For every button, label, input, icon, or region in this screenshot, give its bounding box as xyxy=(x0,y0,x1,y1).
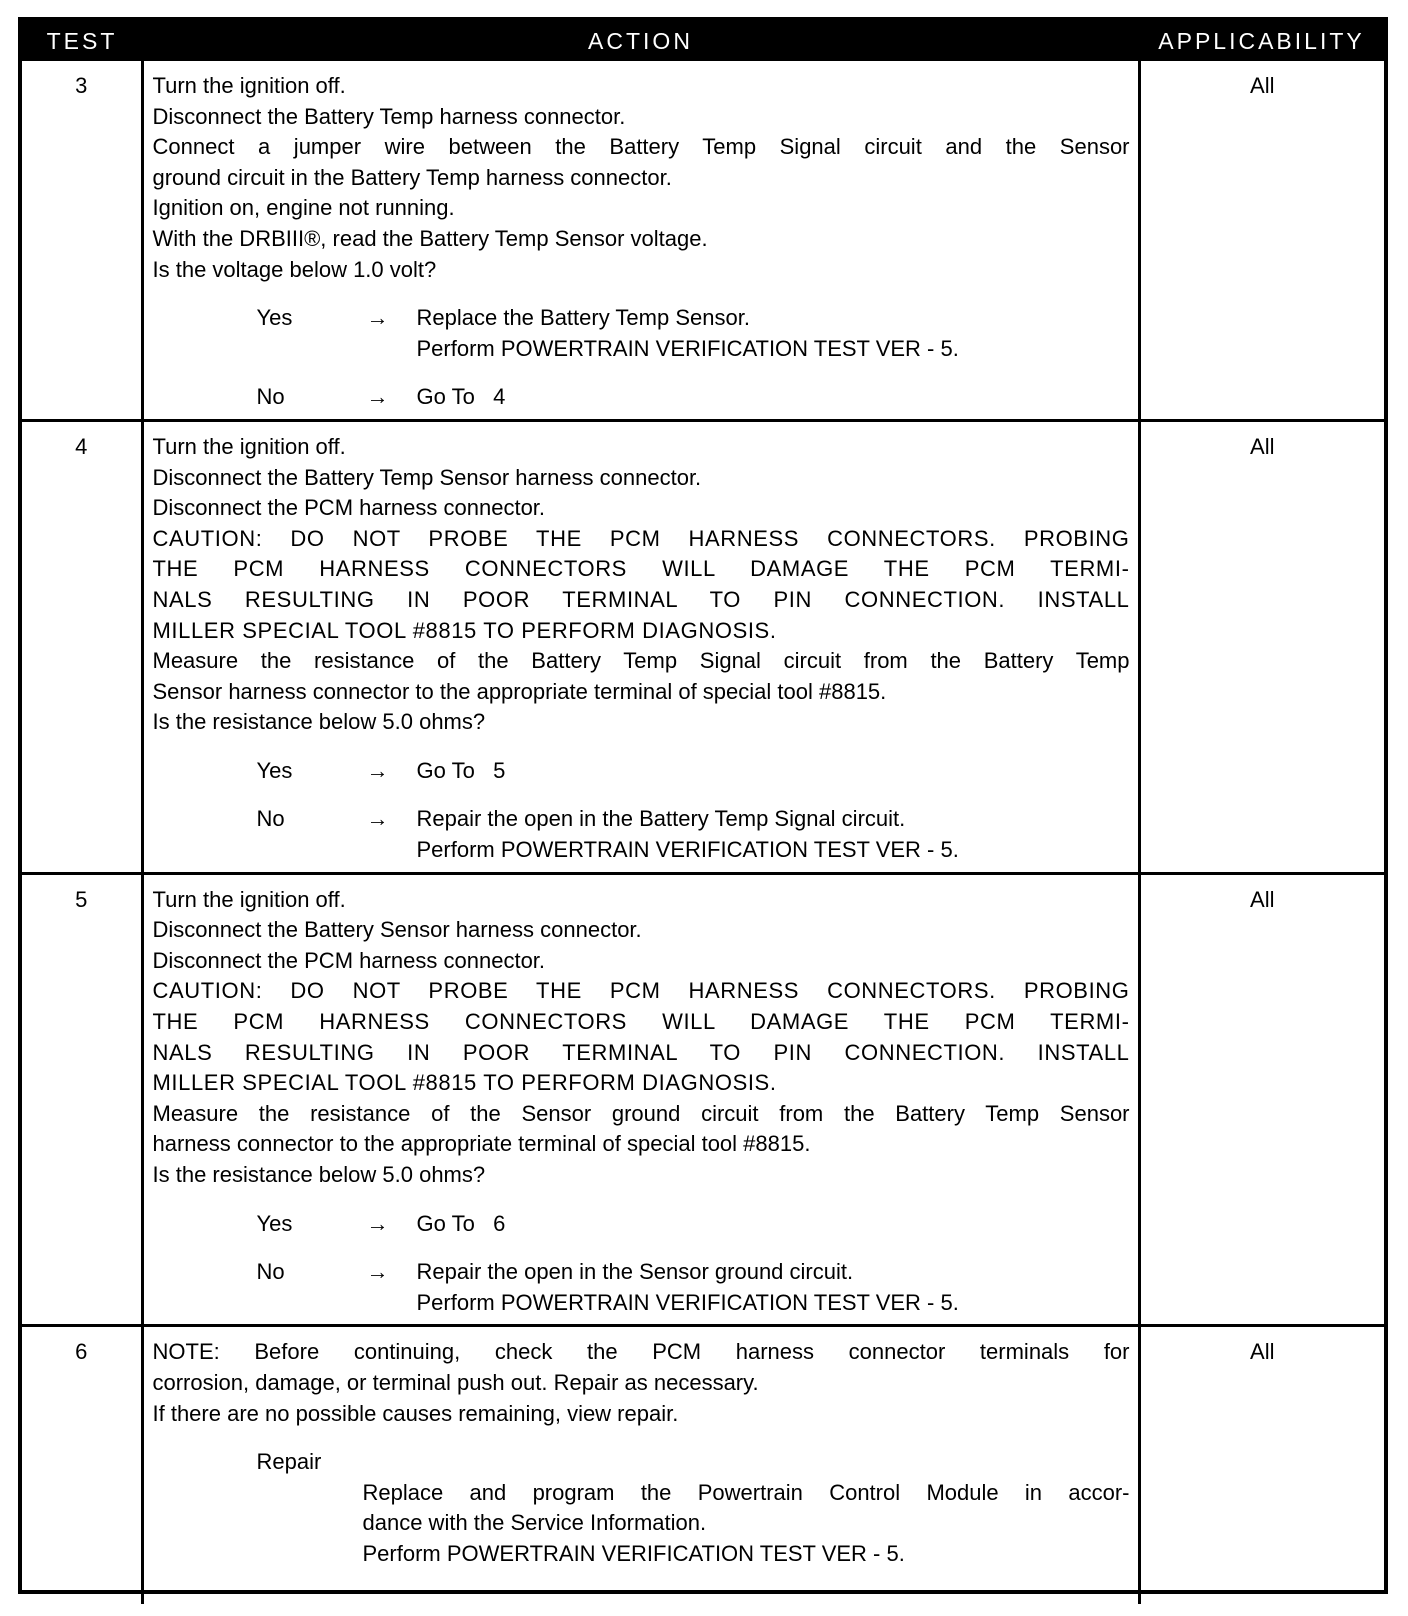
action-line: Is the voltage below 1.0 volt? xyxy=(152,256,437,282)
answer-line: Perform POWERTRAIN VERIFICATION TEST VER - 5. xyxy=(416,335,959,361)
repair-label: Repair xyxy=(256,1449,322,1475)
action-line: Connect a jumper wire between the Battery Temp Signal circuit and the Sensor xyxy=(152,134,1130,160)
answer-text xyxy=(417,1209,1130,1240)
answer-no xyxy=(257,1257,1130,1318)
repair-line: Perform POWERTRAIN VERIFICATION TEST VER - 5. xyxy=(362,1540,905,1566)
arrow-right-icon: → xyxy=(366,1259,389,1285)
action-line: Ignition on, engine not running. xyxy=(152,195,455,221)
action-line: Is the resistance below 5.0 ohms? xyxy=(152,709,486,735)
answer-no xyxy=(257,804,1130,865)
answer-line: Replace the Battery Temp Sensor. xyxy=(416,305,750,331)
table-row xyxy=(22,1326,1384,1604)
action-line: Disconnect the Battery Temp harness connector. xyxy=(152,103,626,129)
arrow-right-icon: → xyxy=(366,305,389,331)
answer-text xyxy=(417,756,1130,787)
answer-line: Go To 6 xyxy=(416,1210,506,1236)
action-line: Sensor harness connector to the appropriate terminal of special tool #8815. xyxy=(152,678,887,704)
action-line: THE PCM HARNESS CONNECTORS WILL DAMAGE THE PCM TERMI- xyxy=(152,1009,1130,1035)
action-line: Disconnect the Battery Sensor harness connector. xyxy=(152,917,642,943)
test-number: 4 xyxy=(22,420,142,873)
action-line: Measure the resistance of the Sensor ground circuit from the Battery Temp Sensor xyxy=(152,1100,1130,1126)
answer-text xyxy=(417,804,1130,865)
action-cell xyxy=(142,61,1139,420)
action-line: MILLER SPECIAL TOOL #8815 TO PERFORM DIAGNOSIS. xyxy=(152,1070,777,1096)
action-line: NALS RESULTING IN POOR TERMINAL TO PIN CONNECTION. INSTALL xyxy=(152,1039,1130,1065)
answer-label: No xyxy=(256,384,285,410)
answer-label: Yes xyxy=(256,1210,293,1236)
test-number: 3 xyxy=(22,61,142,420)
repair-line: Replace and program the Powertrain Control Module in accor- xyxy=(362,1479,1130,1505)
header-action: ACTION xyxy=(142,21,1139,61)
answer-label: Yes xyxy=(256,757,293,783)
action-line: Measure the resistance of the Battery Temp Signal circuit from the Battery Temp xyxy=(152,648,1130,674)
table-row xyxy=(22,420,1384,873)
action-cell xyxy=(142,1326,1139,1604)
applicability-cell: All xyxy=(1139,1326,1384,1604)
repair-line: dance with the Service Information. xyxy=(362,1510,707,1536)
action-line: CAUTION: DO NOT PROBE THE PCM HARNESS CONNECTORS. PROBING xyxy=(152,525,1130,551)
action-cell xyxy=(142,420,1139,873)
header-applicability: APPLICABILITY xyxy=(1139,21,1384,61)
action-line: With the DRBIII®, read the Battery Temp Sensor voltage. xyxy=(152,225,708,251)
test-number: 6 xyxy=(22,1326,142,1604)
arrow-right-icon: → xyxy=(366,384,389,410)
applicability-cell: All xyxy=(1139,61,1384,420)
action-line: corrosion, damage, or terminal push out. Repair as necessary. xyxy=(152,1369,759,1395)
answer-text xyxy=(417,1257,1130,1318)
answer-line: Repair the open in the Battery Temp Signal circuit. xyxy=(416,806,906,832)
arrow-right-icon: → xyxy=(366,1210,389,1236)
action-line: Disconnect the Battery Temp Sensor harness connector. xyxy=(152,464,702,490)
answer-label: Yes xyxy=(256,305,293,331)
action-line: Turn the ignition off. xyxy=(152,433,346,459)
action-line: NALS RESULTING IN POOR TERMINAL TO PIN CONNECTION. INSTALL xyxy=(152,586,1130,612)
action-line: Is the resistance below 5.0 ohms? xyxy=(152,1162,486,1187)
arrow-right-icon: → xyxy=(366,757,389,783)
action-line: harness connector to the appropriate terminal of special tool #8815. xyxy=(152,1131,811,1157)
answer-yes xyxy=(257,756,1130,787)
table-header xyxy=(22,21,1384,61)
action-line: CAUTION: DO NOT PROBE THE PCM HARNESS CONNECTORS. PROBING xyxy=(152,978,1130,1004)
header-test: TEST xyxy=(22,21,142,61)
answer-no xyxy=(257,382,1130,413)
action-line: Turn the ignition off. xyxy=(152,886,346,912)
action-line: MILLER SPECIAL TOOL #8815 TO PERFORM DIAGNOSIS. xyxy=(152,617,777,643)
action-line: Disconnect the PCM harness connector. xyxy=(152,947,546,973)
answer-label: No xyxy=(256,806,285,832)
answer-yes xyxy=(257,1209,1130,1240)
action-line: If there are no possible causes remaining, view repair. xyxy=(152,1400,679,1426)
applicability-cell: All xyxy=(1139,420,1384,873)
action-line: NOTE: Before continuing, check the PCM harness connector terminals for xyxy=(152,1339,1130,1365)
answer-line: Repair the open in the Sensor ground circuit. xyxy=(416,1259,854,1285)
answer-yes xyxy=(257,303,1130,364)
answer-label: No xyxy=(256,1259,285,1285)
table-row xyxy=(22,61,1384,420)
test-number: 5 xyxy=(22,873,142,1326)
arrow-right-icon: → xyxy=(366,806,389,832)
action-line: Turn the ignition off. xyxy=(152,73,346,98)
answer-line: Go To 5 xyxy=(416,757,506,783)
answer-line: Perform POWERTRAIN VERIFICATION TEST VER - 5. xyxy=(416,1289,959,1315)
answer-text xyxy=(417,303,1130,364)
diagnostic-test-table xyxy=(18,17,1388,1594)
table-row xyxy=(22,873,1384,1326)
table-body xyxy=(22,61,1384,1604)
action-line: Disconnect the PCM harness connector. xyxy=(152,495,546,521)
answer-line: Perform POWERTRAIN VERIFICATION TEST VER - 5. xyxy=(416,837,959,863)
action-cell xyxy=(142,873,1139,1326)
answer-line: Go To 4 xyxy=(416,384,506,410)
action-line: ground circuit in the Battery Temp harness connector. xyxy=(152,164,672,190)
test-table xyxy=(22,21,1384,1604)
applicability-cell: All xyxy=(1139,873,1384,1326)
action-line: THE PCM HARNESS CONNECTORS WILL DAMAGE THE PCM TERMI- xyxy=(152,556,1130,582)
repair-text xyxy=(363,1478,1130,1570)
answer-text xyxy=(417,382,1130,413)
